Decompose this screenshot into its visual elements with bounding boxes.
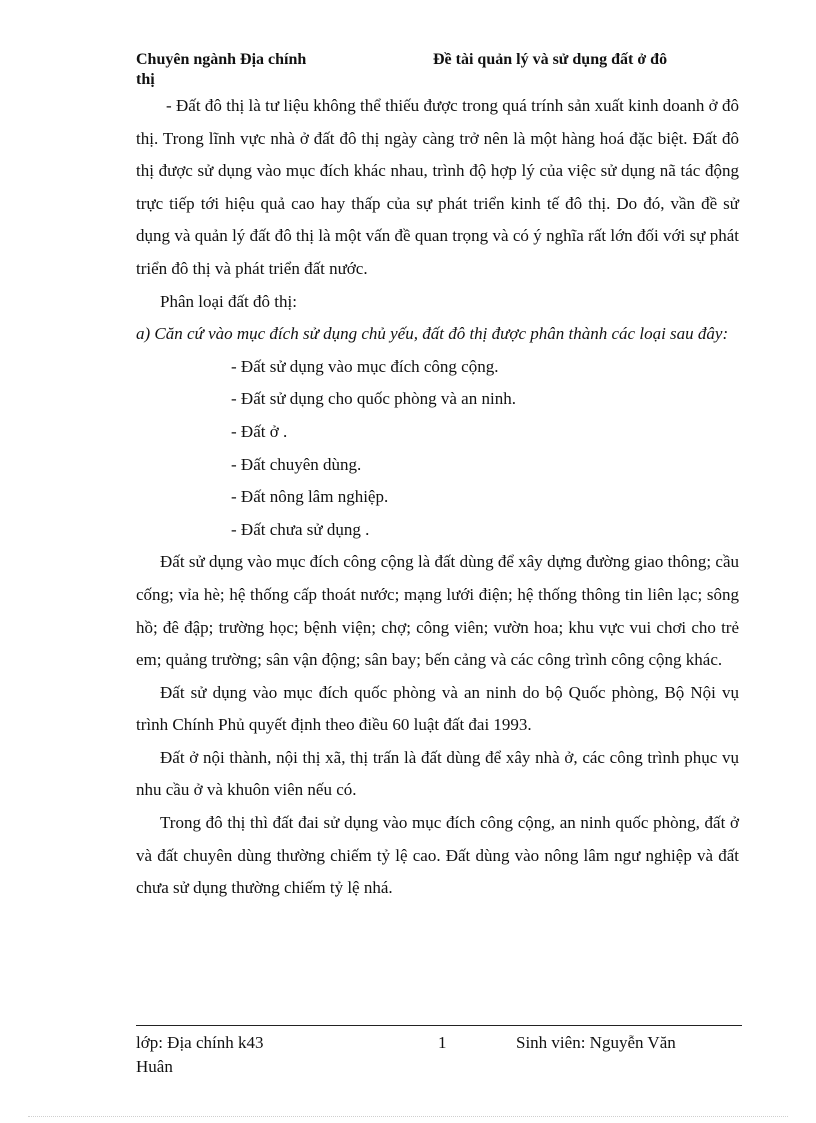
header-left-text: Chuyên ngành Địa chính [136, 51, 307, 68]
footer-divider [136, 1025, 742, 1026]
list-item: - Đất ở . [231, 421, 288, 441]
paragraph-classification-heading: Phân loại đất đô thị: [160, 291, 297, 311]
footer-class-text: lớp: Địa chính k43 [136, 1033, 264, 1052]
paragraph-intro: - Đất đô thị là tư liệu không thể thiếu được trong quá trính sản xuất kinh doanh ở đô thị. Trong lĩnh vực nhà ở đất đô thị ngày càng trở nên là một hàng hoá đặc biệt. Đất đô thị được sử dụng vào mục đích khác nhau, trình độ hợp lý của việc sử dụng nã tác động trực tiếp tới hiệu quả cao hay thấp của sự phát triển kinh tế đô thị. Do đó, vần đề sử dụng và quản lý đất đô thị là một vấn đề quan trọng và có ý nghĩa rất lớn đối với sự phát triển đô thị và phát triển đất nước. [136, 96, 739, 278]
list-item: - Đất sử dụng vào mục đích công cộng. [231, 356, 499, 376]
paragraph-defense-land: Đất sử dụng vào mục đích quốc phòng và an ninh do bộ Quốc phòng, Bộ Nội vụ trình Chính Phủ quyết định theo điều 60 luật đất đai 1993. [136, 682, 739, 735]
list-item: - Đất nông lâm nghiệp. [231, 487, 389, 507]
paragraph-proportion: Trong đô thị thì đất đai sử dụng vào mục đích công cộng, an ninh quốc phòng, đất ở và đất chuyên dùng thường chiếm tỷ lệ cao. Đất dùng vào nông lâm ngư nghiệp và đất chưa sử dụng thường chiếm tỷ lệ nhá. [136, 813, 739, 898]
paragraph-classification-basis: a) Căn cứ vào mục đích sử dụng chủ yếu, đất đô thị được phân thành các loại sau đây: [136, 324, 729, 344]
footer-left [136, 1031, 336, 1079]
list-item: - Đất chuyên dùng. [231, 454, 362, 474]
footer-class-wrap: Huân [136, 1057, 173, 1076]
paragraph-public-land: Đất sử dụng vào mục đích công cộng là đất dùng để xây dựng đường giao thông; cầu cống; vỉa hè; hệ thống cấp thoát nước; mạng lưới điện; hệ thống thông tin liên lạc; sông hồ; đê đập; trường học; bệnh viện; chợ; công viên; vườn hoa; khu vực vui chơi cho trẻ em; quảng trường; sân vận động; sân bay; bến cảng và các công trình công cộng khác. [136, 552, 739, 670]
list-item: - Đất chưa sử dụng . [231, 519, 370, 539]
header-left-wrap: thị [136, 71, 155, 88]
paragraph-residential-land: Đất ở nội thành, nội thị xã, thị trấn là đất dùng để xây nhà ở, các công trình phục vụ nhu cầu ở và khuôn viên nếu có. [136, 747, 739, 800]
page-number: 1 [438, 1033, 447, 1052]
list-item: - Đất sử dụng cho quốc phòng và an ninh. [231, 389, 516, 409]
footer-right: Sinh viên: Nguyễn Văn [516, 1033, 676, 1052]
land-type-list [136, 351, 739, 547]
header-left [136, 50, 396, 90]
page-break-line [28, 1116, 788, 1117]
document-body [136, 90, 739, 905]
header-right: Đề tài quản lý và sử dụng đất ở đô [433, 51, 668, 68]
